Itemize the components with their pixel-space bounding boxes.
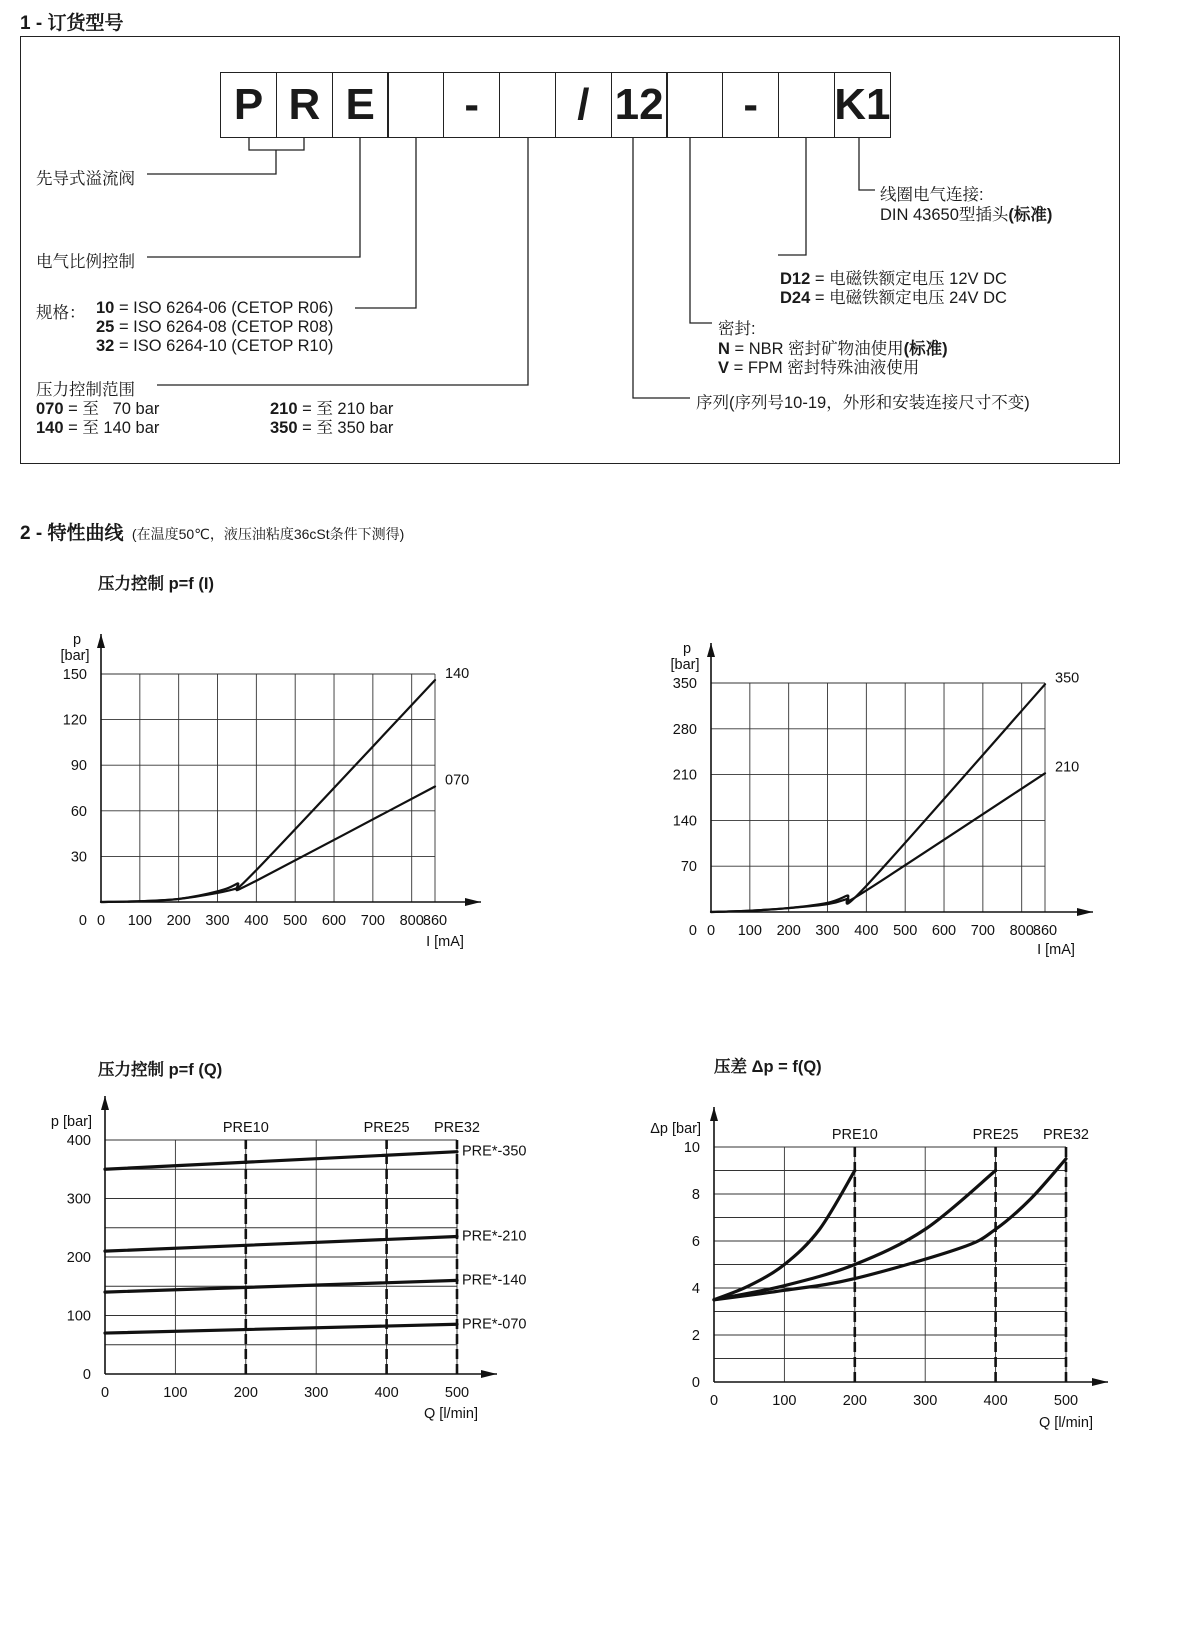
marker-label: PRE25 <box>972 1127 1019 1143</box>
section2-subtitle: (在温度50℃，液压油粘度36cSt条件下测得) <box>131 526 405 542</box>
series-label: 210 <box>1055 759 1080 776</box>
y-axis-arrow <box>101 1096 109 1110</box>
x-tick-label: 860 <box>1032 923 1058 939</box>
label-size-32: 32 = ISO 6264-10 (CETOP R10) <box>96 337 334 355</box>
x-tick-label: 500 <box>283 913 308 929</box>
x-tick-label: 400 <box>983 1393 1008 1409</box>
y-tick-label: 280 <box>672 721 697 738</box>
label-d24: D24 = 电磁铁额定电压 24V DC <box>780 289 1007 307</box>
x-tick-label: 0 <box>709 1393 719 1409</box>
x-tick-label: 0 <box>96 913 106 929</box>
y-tick-label: 120 <box>62 712 87 729</box>
x-tick-label: 400 <box>244 913 269 929</box>
order-code-box-7: / <box>555 72 612 138</box>
y-tick-label: 90 <box>70 758 87 775</box>
series-label: PRE*-070 <box>462 1316 527 1333</box>
label-size-heading: 规格： <box>36 304 86 322</box>
y-tick-label: 100 <box>66 1308 91 1325</box>
x-axis-label: I [mA] <box>1037 942 1075 958</box>
label-pilot-relief: 先导式溢流阀 <box>36 170 135 188</box>
series-label: 140 <box>445 666 470 683</box>
series-line-070 <box>101 786 435 902</box>
label-range-070: 070 = 至 70 bar <box>36 400 160 418</box>
y-axis-label: p <box>72 632 82 648</box>
y-tick-label: 200 <box>66 1250 91 1266</box>
label-seal-n: N = NBR 密封矿物油使用(标准) <box>718 340 948 358</box>
label-range-210: 210 = 至 210 bar <box>270 400 394 418</box>
marker-label: PRE32 <box>1043 1127 1089 1143</box>
marker-label: PRE32 <box>434 1120 480 1136</box>
series-line-PRE*-070 <box>105 1324 457 1333</box>
y-tick-label: 400 <box>66 1133 91 1149</box>
y-axis-label-unit: [bar] <box>60 648 90 664</box>
chart-pressure-vs-current-350 <box>600 600 1200 1000</box>
section2-title: 2 - 特性曲线 <box>20 523 124 544</box>
chart-title-p-f-i: 压力控制 p=f (I) <box>98 575 214 593</box>
series-label: PRE*-140 <box>462 1272 527 1289</box>
label-coil-connection: 线圈电气连接: <box>880 186 984 204</box>
y-tick-label: 70 <box>680 859 697 876</box>
series-line-210 <box>711 773 1045 912</box>
label-seal-v: V = FPM 密封特殊油液使用 <box>718 359 920 377</box>
x-tick-label: 100 <box>737 923 762 939</box>
x-tick-label: 300 <box>913 1393 938 1409</box>
y-axis-label: Δp [bar] <box>650 1121 701 1137</box>
y-tick-label: 4 <box>691 1281 700 1297</box>
x-tick-label: 0 <box>78 913 87 929</box>
series-label: PRE*-350 <box>462 1143 527 1160</box>
y-tick-label: 350 <box>672 676 697 692</box>
order-code-box-8: 12 <box>611 72 668 138</box>
x-axis-label: Q [l/min] <box>1039 1415 1093 1431</box>
order-code-box-12: K1 <box>834 72 891 138</box>
label-range-350: 350 = 至 350 bar <box>270 419 394 437</box>
label-d12: D12 = 电磁铁额定电压 12V DC <box>780 270 1007 288</box>
label-range-140: 140 = 至 140 bar <box>36 419 160 437</box>
order-code-box-3: E <box>332 72 389 138</box>
y-tick-label: 0 <box>691 1375 700 1391</box>
order-code-box-5: - <box>443 72 500 138</box>
y-tick-label: 210 <box>672 767 697 784</box>
x-tick-label: 700 <box>360 913 385 929</box>
order-code-box-1: P <box>220 72 277 138</box>
y-tick-label: 300 <box>66 1191 91 1208</box>
x-tick-label: 0 <box>100 1385 110 1401</box>
label-coil-din: DIN 43650型插头(标准) <box>880 206 1053 224</box>
y-axis-label: p <box>682 641 692 657</box>
x-tick-label: 800 <box>1009 923 1034 939</box>
y-axis-label-unit: [bar] <box>670 657 700 673</box>
marker-label: PRE25 <box>363 1120 410 1136</box>
series-line-PRE32 <box>714 1159 1066 1300</box>
y-tick-label: 0 <box>82 1367 91 1383</box>
x-tick-label: 500 <box>893 923 918 939</box>
label-size-25: 25 = ISO 6264-08 (CETOP R08) <box>96 318 334 336</box>
marker-label: PRE10 <box>831 1127 878 1143</box>
x-axis-label: I [mA] <box>426 934 464 950</box>
x-tick-label: 200 <box>166 913 191 929</box>
x-tick-label: 600 <box>931 923 957 939</box>
x-tick-label: 100 <box>127 913 152 929</box>
x-tick-label: 300 <box>205 913 230 929</box>
series-label: 070 <box>445 772 470 789</box>
y-tick-label: 60 <box>70 803 87 820</box>
y-tick-label: 8 <box>691 1187 700 1203</box>
label-proportional-control: 电气比例控制 <box>36 253 135 271</box>
label-series: 序列(序列号10-19，外形和安装连接尺寸不变) <box>696 394 1030 412</box>
series-label: PRE*-210 <box>462 1228 527 1245</box>
series-label: 350 <box>1055 670 1080 687</box>
x-tick-label: 100 <box>772 1393 797 1409</box>
chart-title-dp-f-q: 压差 Δp = f(Q) <box>714 1058 822 1076</box>
y-axis-label: p [bar] <box>50 1114 92 1130</box>
y-tick-label: 140 <box>672 813 697 830</box>
x-tick-label: 600 <box>321 913 347 929</box>
y-tick-label: 2 <box>691 1328 700 1344</box>
x-tick-label: 400 <box>854 923 879 939</box>
x-tick-label: 300 <box>304 1385 329 1401</box>
x-tick-label: 860 <box>422 913 448 929</box>
y-axis-arrow <box>97 634 105 648</box>
y-axis-arrow <box>710 1107 718 1121</box>
x-tick-label: 300 <box>815 923 840 939</box>
x-tick-label: 100 <box>163 1385 188 1401</box>
order-code-box-2: R <box>276 72 333 138</box>
y-tick-label: 30 <box>70 849 87 866</box>
x-tick-label: 500 <box>444 1385 470 1401</box>
y-tick-label: 6 <box>691 1234 700 1250</box>
x-tick-label: 0 <box>706 923 716 939</box>
x-tick-label: 500 <box>1053 1393 1079 1409</box>
section2-heading <box>20 518 404 545</box>
marker-label: PRE10 <box>222 1120 269 1136</box>
section1-title: 1 - 订货型号 <box>20 13 124 34</box>
x-tick-label: 200 <box>842 1393 867 1409</box>
order-code-box-10: - <box>722 72 779 138</box>
x-axis-arrow <box>481 1370 497 1378</box>
chart-pressure-vs-flow <box>0 1090 600 1470</box>
x-axis-label: Q [l/min] <box>424 1406 478 1422</box>
x-tick-label: 0 <box>688 923 697 939</box>
x-tick-label: 200 <box>233 1385 258 1401</box>
x-tick-label: 800 <box>399 913 424 929</box>
x-axis-arrow <box>1092 1378 1108 1386</box>
chart-pressure-drop-vs-flow <box>600 1090 1200 1470</box>
y-axis-arrow <box>707 643 715 657</box>
x-tick-label: 400 <box>374 1385 399 1401</box>
series-line-140 <box>101 680 435 902</box>
x-tick-label: 700 <box>970 923 995 939</box>
x-tick-label: 200 <box>776 923 801 939</box>
label-range-heading: 压力控制范围 <box>36 381 135 399</box>
series-line-PRE*-350 <box>105 1152 457 1170</box>
x-axis-arrow <box>1077 908 1093 916</box>
series-line-PRE*-210 <box>105 1237 457 1252</box>
series-line-350 <box>711 684 1045 912</box>
label-size-10: 10 = ISO 6264-06 (CETOP R06) <box>96 299 334 317</box>
label-seal-heading: 密封: <box>718 320 756 338</box>
chart-title-p-f-q: 压力控制 p=f (Q) <box>98 1061 223 1079</box>
y-tick-label: 150 <box>62 667 87 683</box>
x-axis-arrow <box>465 898 481 906</box>
y-tick-label: 10 <box>683 1140 700 1156</box>
chart-pressure-vs-current-150 <box>0 600 600 1000</box>
